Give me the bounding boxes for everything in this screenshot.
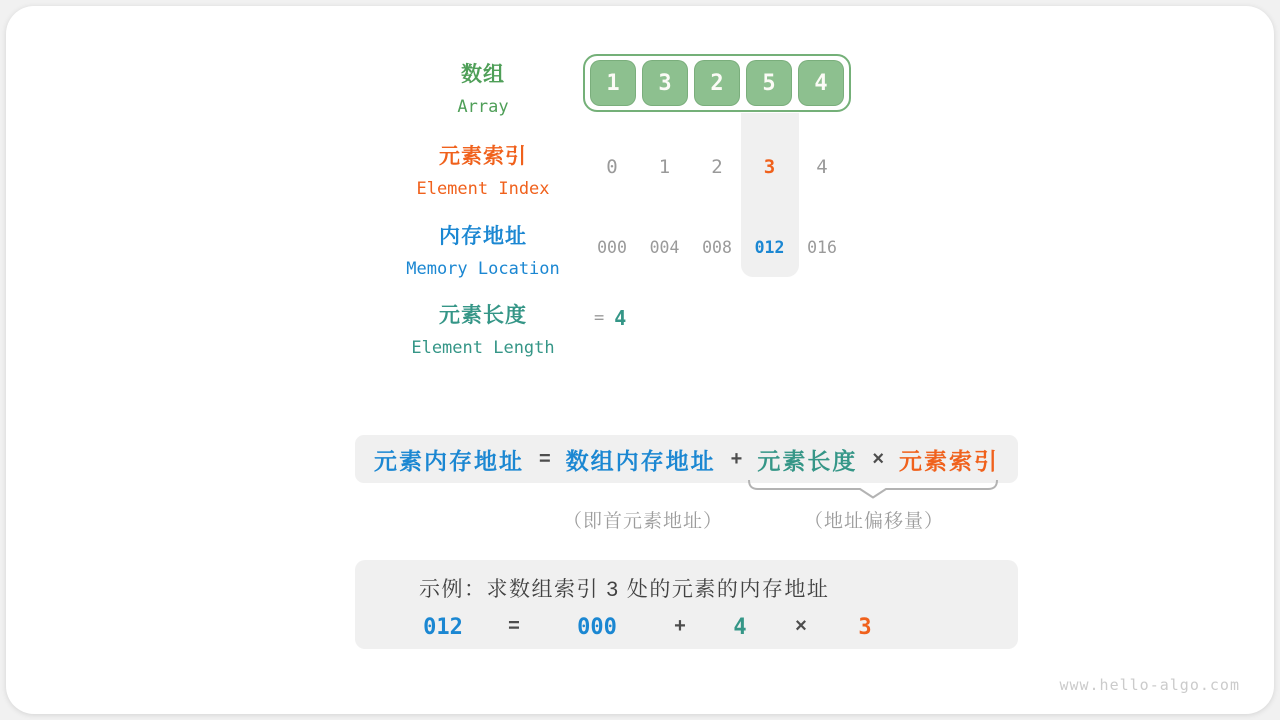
index-value: 2 [711, 156, 723, 178]
label-element-length [353, 303, 613, 359]
address-value-highlighted: 012 [754, 238, 785, 257]
underbrace [748, 480, 998, 500]
index-value: 1 [658, 156, 671, 178]
formula-multiply: × [872, 447, 885, 470]
element-length-value [594, 306, 626, 330]
watermark-url: www.hello-algo.com [1059, 676, 1240, 694]
address-row [583, 238, 851, 257]
array-container [583, 54, 851, 112]
array-cell: 2 [694, 60, 740, 106]
formula-box [355, 435, 1018, 483]
example-index: 3 [858, 615, 872, 640]
example-equals: = [508, 615, 520, 637]
label-array-en: Array [457, 97, 509, 117]
index-value-highlighted: 3 [763, 156, 776, 178]
index-value: 0 [606, 156, 618, 178]
label-memory-location-zh: 内存地址 [439, 225, 527, 248]
formula-equals: = [538, 447, 551, 470]
address-value: 008 [702, 238, 732, 257]
formula-element-address: 元素内存地址 [373, 447, 524, 474]
address-value: 004 [649, 238, 680, 257]
array-cell: 3 [642, 60, 688, 106]
note-address-offset: （地址偏移量） [803, 511, 945, 532]
label-array [353, 62, 613, 118]
example-base-address: 000 [577, 615, 617, 640]
label-element-length-en: Element Length [411, 338, 555, 358]
example-length: 4 [733, 615, 747, 640]
formula-array-address: 数组内存地址 [565, 447, 716, 474]
example-result-address: 012 [423, 615, 463, 640]
formula-element-length: 元素长度 [757, 447, 858, 474]
address-value: 016 [807, 238, 837, 257]
example-equation [355, 560, 1018, 649]
example-plus: + [674, 615, 686, 637]
label-element-length-zh: 元素长度 [439, 304, 527, 327]
array-cell: 4 [798, 60, 844, 106]
array-cell: 5 [746, 60, 792, 106]
note-first-element-address: （即首元素地址） [562, 511, 724, 532]
element-length-number: 4 [614, 306, 627, 330]
index-row [583, 156, 851, 178]
address-value: 000 [597, 238, 627, 257]
formula-plus: + [730, 447, 743, 470]
example-multiply: × [795, 615, 807, 637]
array-cell: 1 [590, 60, 636, 106]
label-memory-location [353, 224, 613, 280]
formula-element-index: 元素索引 [899, 447, 1000, 474]
label-memory-location-en: Memory Location [406, 259, 560, 279]
example-title: 示例：求数组索引 3 处的元素的内存地址 [419, 578, 830, 601]
example-box [355, 560, 1018, 649]
label-element-index-en: Element Index [416, 179, 550, 199]
index-value: 4 [816, 156, 828, 178]
label-element-index [353, 144, 613, 200]
equals-sign: = [594, 308, 605, 328]
label-element-index-zh: 元素索引 [439, 145, 527, 168]
label-array-zh: 数组 [461, 63, 505, 86]
